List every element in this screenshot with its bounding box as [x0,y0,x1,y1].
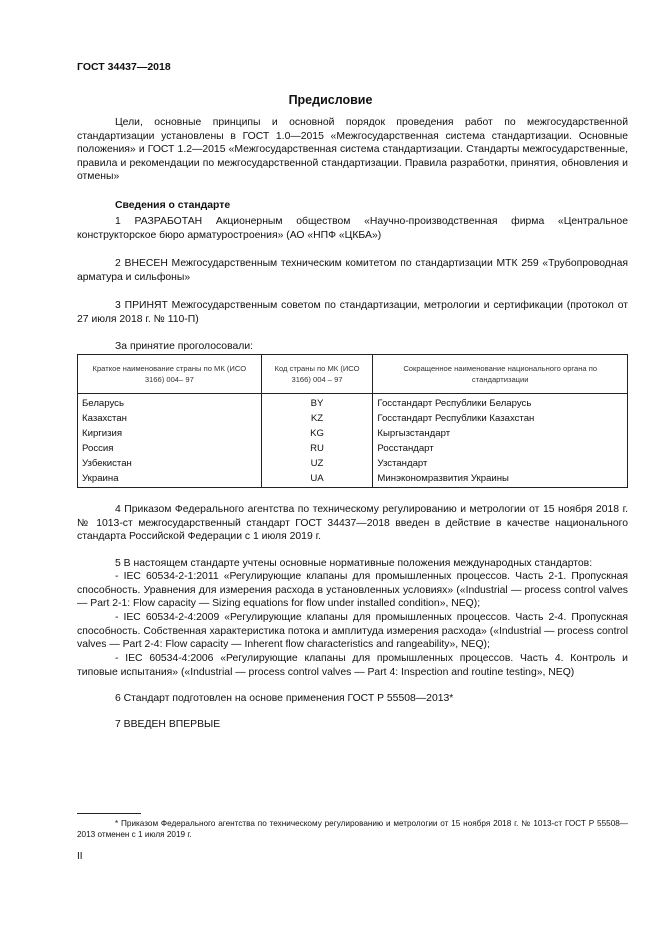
country-code-cell: RU [261,441,373,456]
country-code-cell: UZ [261,456,373,471]
intro-paragraph: Цели, основные принципы и основной порядок проведения работ по межгосударственной стандартизации установлены в ГОСТ 1.0—2015 «Межгосударственная система стандартизации. Основные положения» и ГОСТ 1.2—2015 «Межгосударственная система стандартизации. Стандарты межгосударственные, правила и рекомендации по межгосударственной стандартизации. Правила разработки, принятия, обновления и отмены» [77,117,628,183]
item-5-iec-60534-2-4: - IEC 60534-2-4:2009 «Регулирующие клапаны для промышленных процессов. Часть 2-4. Пропускная способность. Собственная характеристика потока и амплитуда измерения расхода» («Industrial — process control valves — Part 2-4: Flow capacity — Inherent flow characteristics and rangeability», NEQ); [77,612,628,651]
header-standards-body: Сокращенное наименование национального органа по стандартизации [373,355,628,394]
standards-body-cell: Узстандарт [373,456,628,471]
country-name-cell: Узбекистан [78,456,262,471]
table-row [78,456,628,471]
country-code-cell: KZ [261,411,373,426]
country-code-cell: KG [261,426,373,441]
table-row [78,426,628,441]
item-5-intro: 5 В настоящем стандарте учтены основные нормативные положения международных стандартов: [115,558,593,569]
table-header-row [78,355,628,394]
country-name-cell: Киргизия [78,426,262,441]
footnote: * Приказом Федерального агентства по техническому регулированию и метрологии от 15 ноября 2018 г. № 1013-ст ГОСТ Р 55508—2013 отменен с 1 июля 2019 г. [77,819,628,839]
standards-body-cell: Росстандарт [373,441,628,456]
country-code-cell: BY [261,394,373,412]
standards-body-cell: Госстандарт Республики Беларусь [373,394,628,412]
item-3-adopted: 3 ПРИНЯТ Межгосударственным советом по стандартизации, метрологии и сертификации (протокол от 27 июля 2018 г. № 110-П) [77,300,628,325]
vote-caption: За принятие проголосовали: [115,341,254,352]
document-id-header: ГОСТ 34437—2018 [77,61,171,73]
item-7-introduced: 7 ВВЕДЕН ВПЕРВЫЕ [115,719,221,730]
item-6-based-on: 6 Стандарт подготовлен на основе применения ГОСТ Р 55508—2013* [115,693,454,704]
page-title: Предисловие [288,93,373,107]
country-name-cell: Беларусь [78,394,262,412]
footnote-separator [77,813,141,814]
table-row [78,394,628,412]
country-name-cell: Россия [78,441,262,456]
header-country-code: Код страны по МК (ИСО 3166) 004 – 97 [261,355,373,394]
country-name-cell: Украина [78,471,262,487]
page-number: II [77,851,83,862]
item-5-iec-60534-2-1: - IEC 60534-2-1:2011 «Регулирующие клапаны для промышленных процессов. Часть 2-1. Пропускная способность. Уравнения для измерения расхода в установленных условиях» («Industrial — process control valves — Part 2-1: Flow capacity — Sizing equations for flow under installed condition», NEQ); [77,571,628,610]
table-row [78,411,628,426]
table-row [78,471,628,487]
standards-body-cell: Минэкономразвития Украины [373,471,628,487]
standards-body-cell: Госстандарт Республики Казахстан [373,411,628,426]
item-1-developed: 1 РАЗРАБОТАН Акционерным обществом «Научно-производственная фирма «Центральное конструкторское бюро арматуростроения» (АО «НПФ «ЦКБА») [77,216,628,241]
item-4-order: 4 Приказом Федерального агентства по техническому регулированию и метрологии от 15 ноября 2018 г. № 1013-ст межгосударственный стандарт ГОСТ 34437—2018 введен в действие в качестве национального стандарта Российской Федерации с 1 июля 2019 г. [77,504,628,543]
item-2-submitted: 2 ВНЕСЕН Межгосударственным техническим комитетом по стандартизации МТК 259 «Трубопроводная арматура и сильфоны» [77,258,628,283]
header-country-name: Краткое наименование страны по МК (ИСО 3166) 004– 97 [78,355,262,394]
voting-countries-table [77,354,628,488]
section-subtitle: Сведения о стандарте [115,200,231,211]
standards-body-cell: Кыргызстандарт [373,426,628,441]
table-row [78,441,628,456]
item-5-iec-60534-4: - IEC 60534-4:2006 «Регулирующие клапаны для промышленных процессов. Часть 4. Контроль и типовые испытания» («Industrial — process control valves — Part 4: Inspection and routine testing», NEQ) [77,653,628,678]
country-name-cell: Казахстан [78,411,262,426]
country-code-cell: UA [261,471,373,487]
